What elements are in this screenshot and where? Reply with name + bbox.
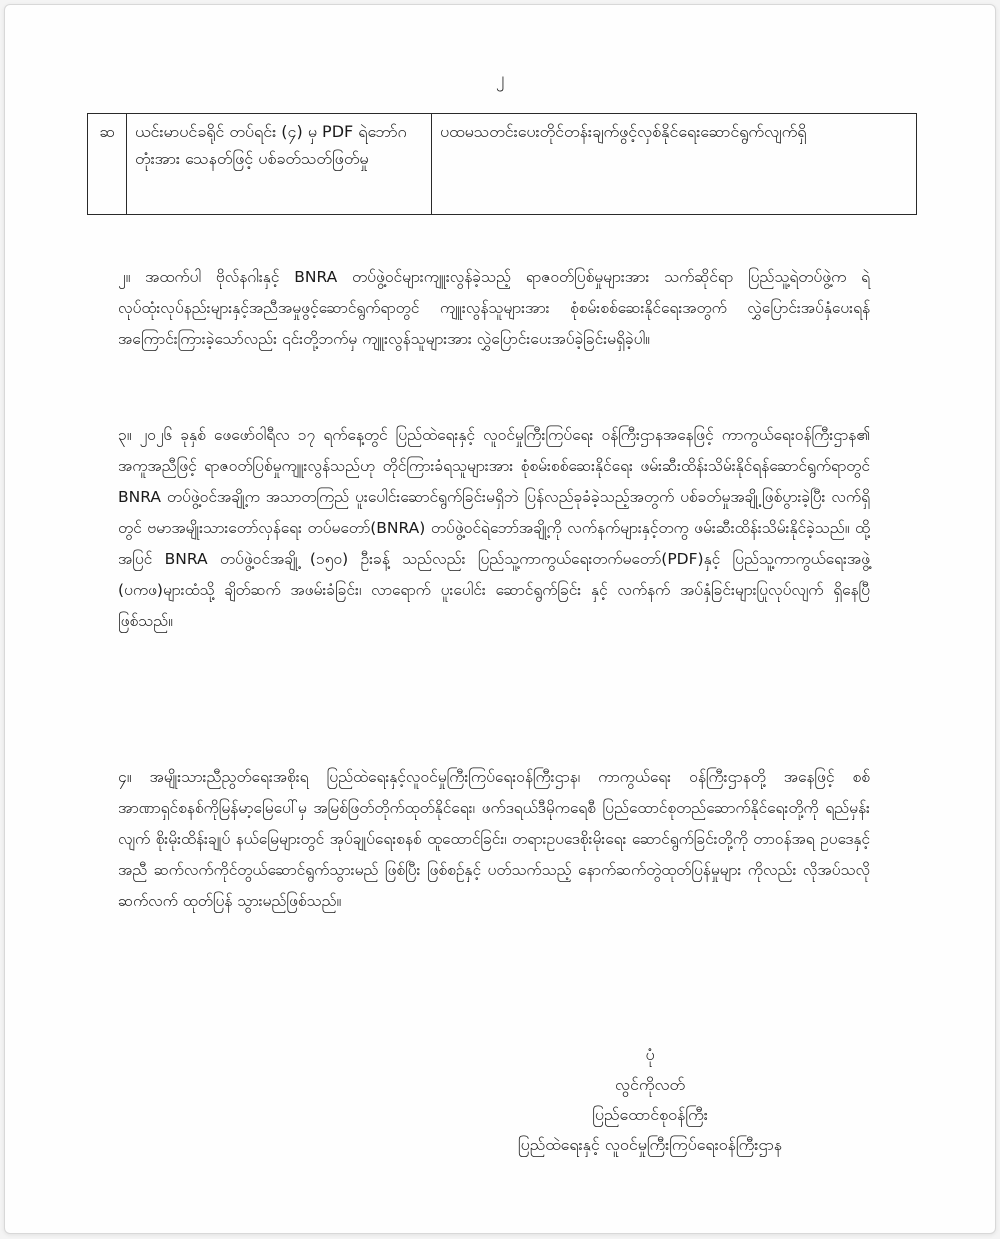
signature-block [440, 1040, 860, 1160]
incident-description: ယင်းမာပင်ခရိုင် တပ်ရင်း (၄) မှ PDF ရဲဘော်ဂတုံးအား သေနတ်ဖြင့် ပစ်ခတ်သတ်ဖြတ်မှု [127, 114, 432, 215]
signatory-name: လွင်ကိုလတ် [614, 1075, 686, 1094]
incident-status: ပထမသတင်းပေးတိုင်တန်းချက်ဖွင့်လှစ်နိုင်ရေးဆောင်ရွက်လျက်ရှိ [432, 114, 917, 215]
paragraph-2: ၂။ အထက်ပါ ဗိုလ်နဂါးနှင့် BNRA တပ်ဖွဲ့ဝင်များကျူးလွန်ခဲ့သည့် ရာဇဝတ်ပြစ်မှုများအား သက်ဆိုင်ရာ ပြည်သူ့ရဲတပ်ဖွဲ့က ရဲလုပ်ထုံးလုပ်နည်းများနှင့်အညီအမှုဖွင့်ဆောင်ရွက်ရာတွင် ကျူးလွန်သူများအား စုံစမ်းစစ်ဆေးနိုင်ရေးအတွက် လွှဲပြောင်းအပ်နှံပေးရန် အကြောင်းကြားခဲ့သော်လည်း ၎င်းတို့ဘက်မှ ကျူးလွန်သူများအား လွှဲပြောင်းပေးအပ်ခဲ့ခြင်းမရှိခဲ့ပါ။ [118, 268, 870, 348]
page-number: ၂ [495, 69, 505, 89]
table-row [88, 114, 917, 215]
paragraph-3: ၃။ ၂၀၂၆ ခုနှစ် ဖေဖော်ဝါရီလ ၁၇ ရက်နေ့တွင် ပြည်ထဲရေးနှင့် လူဝင်မှုကြီးကြပ်ရေး ဝန်ကြီးဌာနအနေဖြင့် ကာကွယ်ရေးဝန်ကြီးဌာန၏ အကူအညီဖြင့် ရာဇဝတ်ပြစ်မှုကျူးလွန်သည်ဟု တိုင်ကြားခံရသူများအား စုံစမ်းစစ်ဆေးနိုင်ရေး ဖမ်းဆီးထိန်းသိမ်းနိုင်ရန်ဆောင်ရွက်ရာတွင် BNRA တပ်ဖွဲ့ဝင်အချို့က အသာတကြည် ပူးပေါင်းဆောင်ရွက်ခြင်းမရှိဘဲ ပြန်လည်ခုခံခဲ့သည့်အတွက် ပစ်ခတ်မှုအချို့ဖြစ်ပွားခဲ့ပြီး လက်ရှိတွင် ဗမာအမျိုးသားတော်လှန်ရေး တပ်မတော်(BNRA) တပ်ဖွဲ့ဝင်ရဲဘော်အချို့ကို လက်နက်များနှင့်တကွ ဖမ်းဆီးထိန်းသိမ်းနိုင်ခဲ့သည်။ ထို့အပြင် BNRA တပ်ဖွဲ့ဝင်အချို့ (၁၅၀) ဦးခန့် သည်လည်း ပြည်သူ့ကာကွယ်ရေးတက်မတော်(PDF)နှင့် ပြည်သူ့ကာကွယ်ရေးအဖွဲ့ (ပကဖ)များထံသို့ ချိတ်ဆက် အဖမ်းခံခြင်း၊ လာရောက် ပူးပေါင်း ဆောင်ရွက်ခြင်း နှင့် လက်နက် အပ်နှံခြင်းများပြုလုပ်လျက် ရှိနေပြီဖြစ်သည်။ [118, 426, 870, 630]
signatory-title: ပြည်ထောင်စုဝန်ကြီး [592, 1105, 708, 1124]
signed-mark: ပုံ [645, 1045, 655, 1064]
row-number: ဆ [88, 114, 127, 215]
incident-table [87, 113, 917, 215]
signatory-ministry: ပြည်ထဲရေးနှင့် လူဝင်မှုကြီးကြပ်ရေးဝန်ကြီးဌာန [517, 1135, 783, 1154]
paragraph-4: ၄။ အမျိုးသားညီညွတ်ရေးအစိုးရ ပြည်ထဲရေးနှင့်လူဝင်မှုကြီးကြပ်ရေးဝန်ကြီးဌာန၊ ကာကွယ်ရေး ဝန်ကြီးဌာနတို့ အနေဖြင့် စစ်အာဏာရှင်စနစ်ကိုမြန်မာ့မြေပေါ်မှ အမြစ်ဖြတ်တိုက်ထုတ်နိုင်ရေး၊ ဖက်ဒရယ်ဒီမိုကရေစီ ပြည်ထောင်စုတည်ဆောက်နိုင်ရေးတို့ကို ရည်မှန်းလျက် စိုးမိုးထိန်းချုပ် နယ်မြေများတွင် အုပ်ချုပ်ရေးစနစ် ထူထောင်ခြင်း၊ တရားဥပဒေစိုးမိုးရေး ဆောင်ရွက်ခြင်းတို့ကို တာဝန်အရ ဥပဒေနှင့်အညီ ဆက်လက်ကိုင်တွယ်ဆောင်ရွက်သွားမည် ဖြစ်ပြီး ဖြစ်စဉ်နှင့် ပတ်သက်သည့် နောက်ဆက်တွဲထုတ်ပြန်မှုများ ကိုလည်း လိုအပ်သလို ဆက်လက် ထုတ်ပြန် သွားမည်ဖြစ်သည်။ [118, 768, 870, 910]
